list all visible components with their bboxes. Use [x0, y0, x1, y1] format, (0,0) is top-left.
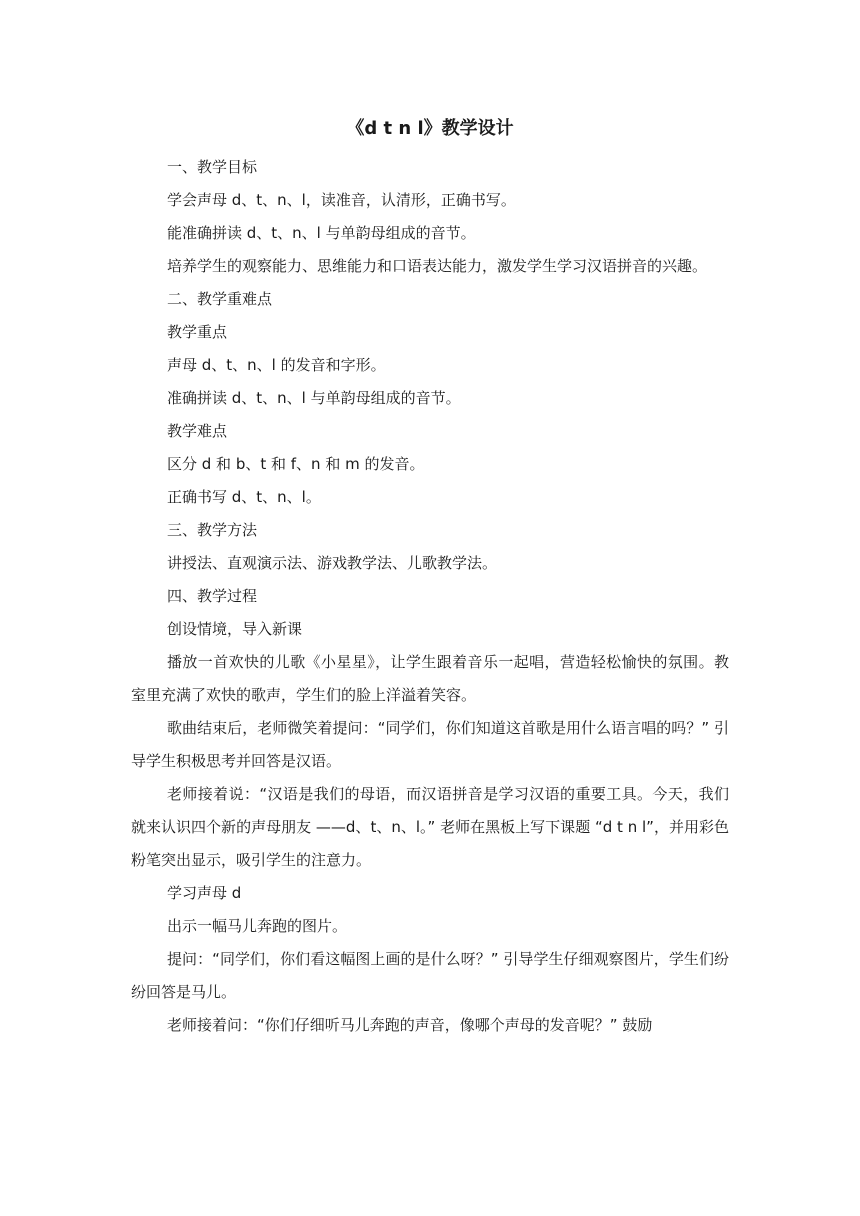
heading-methods: 三、教学方法 — [167, 521, 258, 539]
paragraph: 学会声母 d、t、n、l，读准音，认清形，正确书写。 — [167, 191, 516, 209]
heading-key-points: 二、教学重难点 — [167, 290, 273, 308]
subheading-difficulty: 教学难点 — [167, 422, 228, 440]
paragraph: 准确拼读 d、t、n、l 与单韵母组成的音节。 — [167, 389, 461, 407]
heading-objectives: 一、教学目标 — [167, 158, 258, 176]
subheading-introduction: 创设情境，导入新课 — [167, 620, 303, 638]
paragraph: 出示一幅马儿奔跑的图片。 — [167, 917, 348, 935]
paragraph: 培养学生的观察能力、思维能力和口语表达能力，激发学生学习汉语拼音的兴趣。 — [167, 257, 708, 275]
document-body — [131, 151, 729, 1042]
paragraph: 声母 d、t、n、l 的发音和字形。 — [167, 356, 386, 374]
subheading-learn-d: 学习声母 d — [167, 884, 242, 902]
paragraph: 歌曲结束后，老师微笑着提问：“同学们，你们知道这首歌是用什么语言唱的吗？” 引导学生积极思考并回答是汉语。 — [131, 719, 729, 770]
heading-process: 四、教学过程 — [167, 587, 258, 605]
document-title: 《d t n l》教学设计 — [346, 118, 514, 139]
paragraph: 正确书写 d、t、n、l。 — [167, 488, 321, 506]
paragraph: 区分 d 和 b、t 和 f、n 和 m 的发音。 — [167, 455, 425, 473]
paragraph: 老师接着问：“你们仔细听马儿奔跑的声音，像哪个声母的发音呢？” 鼓励 — [167, 1016, 653, 1034]
paragraph: 播放一首欢快的儿歌《小星星》，让学生跟着音乐一起唱，营造轻松愉快的氛围。教室里充满了欢快的歌声，学生们的脸上洋溢着笑容。 — [131, 653, 729, 704]
paragraph: 能准确拼读 d、t、n、l 与单韵母组成的音节。 — [167, 224, 476, 242]
paragraph: 老师接着说：“汉语是我们的母语，而汉语拼音是学习汉语的重要工具。今天，我们就来认识四个新的声母朋友 ——d、t、n、l。” 老师在黑板上写下课题 “d t n l”，并用彩色粉笔突出显示，吸引学生的注意力。 — [131, 785, 729, 869]
paragraph: 提问：“同学们，你们看这幅图上画的是什么呀？” 引导学生仔细观察图片，学生们纷纷回答是马儿。 — [131, 950, 729, 1001]
paragraph: 讲授法、直观演示法、游戏教学法、儿歌教学法。 — [167, 554, 498, 572]
subheading-key-point: 教学重点 — [167, 323, 228, 341]
